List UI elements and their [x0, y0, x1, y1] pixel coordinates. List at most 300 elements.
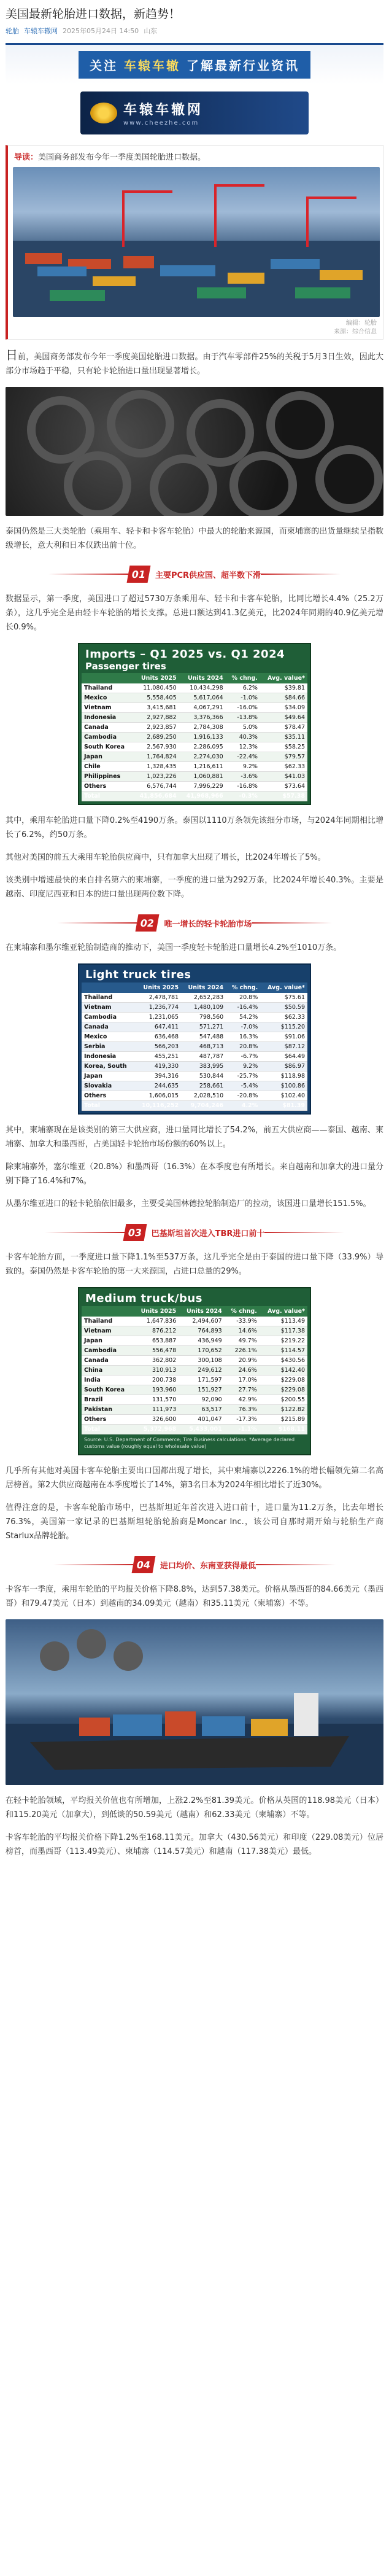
table-cell: 383,995 — [181, 1062, 226, 1072]
table-cell: Korea, South — [82, 1062, 134, 1072]
table-row — [82, 1072, 307, 1081]
table-cell: -6.7% — [226, 1052, 260, 1062]
section-title: 唯一增长的轻卡轮胎市场 — [164, 919, 252, 929]
section-rule-left — [53, 1564, 133, 1565]
table-cell: $84.66 — [260, 693, 307, 703]
follow-banner — [6, 43, 383, 139]
table-row — [82, 1346, 307, 1356]
meta-source[interactable]: 轮胎 — [6, 27, 19, 35]
table-cell: 1,216,611 — [179, 762, 226, 772]
table-subtitle: Passenger tires — [85, 661, 166, 672]
table-cell: 7,996,229 — [179, 782, 226, 792]
car-emblem-icon — [90, 103, 117, 123]
table-cell: 2,923,857 — [133, 723, 179, 733]
section-title: 进口均价、东南亚获得最低 — [160, 1561, 256, 1571]
table-cell: 5.0% — [226, 723, 260, 733]
table-cell: 2,478,781 — [134, 993, 181, 1003]
table-cell: $57.38 — [260, 792, 307, 801]
table-cell: 636,468 — [134, 1032, 181, 1042]
table-cell: 244,635 — [134, 1081, 181, 1091]
table-cell: 1,606,015 — [134, 1091, 181, 1101]
table-cell: 40.3% — [226, 733, 260, 742]
table-cell: Cambodia — [82, 1346, 133, 1356]
table-cell: $430.56 — [260, 1356, 307, 1366]
table-cell: $102.40 — [260, 1091, 307, 1101]
table-cell: Total — [82, 1425, 133, 1434]
table-cell: 111,973 — [133, 1405, 179, 1415]
column-header: Units 2024 — [179, 673, 226, 683]
table-cell: 310,913 — [133, 1366, 179, 1376]
paragraph-6: 该类别中增速最快的来自排名第六的柬埔寨，一季度的进口量为292万条，比2024年增长40.3%。主要是越南、印度尼西亚和日本的进口量出现两位数下降。 — [6, 876, 383, 899]
table-cell: $58.25 — [260, 742, 307, 752]
table-header — [82, 647, 307, 673]
table-cell: 394,316 — [134, 1072, 181, 1081]
table-cell: 10,116,252 — [134, 1101, 181, 1111]
table-cell: $142.40 — [260, 1366, 307, 1376]
paragraph-9: 除柬埔寨外，塞尔维亚（20.8%）和墨西哥（16.3%）在本季度也有所增长。来自越南和加拿大的进口量分别下降了16.4%和7%。 — [6, 1162, 383, 1186]
section-header-01 — [6, 565, 383, 583]
table-cell: -13.8% — [226, 713, 260, 723]
column-header — [82, 1306, 133, 1317]
table-row — [82, 1091, 307, 1101]
table-cell: 530,844 — [181, 1072, 226, 1081]
table-cell: Thailand — [82, 683, 133, 693]
table-cell: Canada — [82, 1356, 133, 1366]
table-cell: Total — [82, 1101, 134, 1111]
article-title: 美国最新轮胎进口数据，新趋势！ — [6, 7, 181, 21]
table-cell: China — [82, 1366, 133, 1376]
table-cell: Brazil — [82, 1395, 133, 1405]
table-cell: $122.82 — [260, 1405, 307, 1415]
table-cell: 131,570 — [133, 1395, 179, 1405]
column-header: % chng. — [226, 673, 260, 683]
table-cell: -7.0% — [226, 1022, 260, 1032]
table-cell: $34.09 — [260, 703, 307, 713]
brand-logo — [80, 91, 309, 134]
table-cell: $114.57 — [260, 1346, 307, 1356]
table-cell: 647,411 — [134, 1022, 181, 1032]
table-cell: Slovakia — [82, 1081, 134, 1091]
table-cell: 547,488 — [181, 1032, 226, 1042]
port-illustration — [13, 167, 380, 317]
passenger-tires-table — [78, 643, 311, 805]
table-row — [82, 733, 307, 742]
table-cell: 226.1% — [225, 1346, 260, 1356]
table-cell: -17.3% — [225, 1415, 260, 1425]
table-cell: Others — [82, 1091, 134, 1101]
paragraph-13: 值得注意的是，卡客车轮胎市场中，巴基斯坦近年首次进入进口前十，进口量为11.2万条，比去年增长76.3%，美国第一家记录的巴基斯坦轮胎轮胎商是Moncar Inc.，该公司自那时期开始与轮胎生产商Starlux品牌轮胎。 — [6, 1503, 383, 1541]
table-cell: 2,028,510 — [181, 1091, 226, 1101]
paragraph-10: 从墨尔维亚进口的轻卡轮胎依旧最多，主要受美国林德拉轮胎制造厂的拉动，该国进口量增长151.5%。 — [6, 1199, 371, 1208]
table-cell: 193,960 — [133, 1385, 179, 1395]
table-cell: Chile — [82, 762, 133, 772]
table-cell: 20.8% — [226, 1042, 260, 1052]
banner-slogan — [79, 51, 310, 79]
table-cell: -5.4% — [226, 1081, 260, 1091]
table-cell: -33.9% — [225, 1317, 260, 1326]
slogan-brand: 车辕车辙 — [124, 58, 180, 73]
table-cell: Serbia — [82, 1042, 134, 1052]
table-cell: 1,060,881 — [179, 772, 226, 782]
table-cell: 468,713 — [181, 1042, 226, 1052]
table-cell: $229.08 — [260, 1376, 307, 1385]
section-rule-right — [256, 1564, 336, 1565]
table-cell: 2,274,030 — [179, 752, 226, 762]
table-row — [82, 1042, 307, 1052]
table-cell: Others — [82, 1415, 133, 1425]
table-cell: 571,271 — [181, 1022, 226, 1032]
table-header — [82, 1291, 307, 1306]
table-cell: 54.2% — [226, 1013, 260, 1022]
table-cell: -0.3% — [226, 792, 260, 801]
table-cell: -16.8% — [226, 782, 260, 792]
table-cell: Japan — [82, 1336, 133, 1346]
paragraph-15: 在轻卡轮胎领域，平均报关价值也有所增加，上涨2.2%至81.39美元。价格从英国的118.98美元（日本）和115.20美元（加拿大），到低谈的50.59美元（越南）和62.33美元（柬埔寨）不等。 — [6, 1796, 383, 1819]
table-row — [82, 1366, 307, 1376]
table-cell: 1,647,836 — [133, 1317, 179, 1326]
table-cell: 2,286,095 — [179, 742, 226, 752]
meta-column[interactable]: 车辕车辙网 — [24, 27, 58, 35]
table-cell: Thailand — [82, 1317, 133, 1326]
table-cell: 2,689,250 — [133, 733, 179, 742]
section-number: 03 — [123, 1224, 147, 1241]
table-row — [82, 1052, 307, 1062]
table-cell: 419,330 — [134, 1062, 181, 1072]
lead-box — [6, 145, 383, 340]
table-cell: 3,415,681 — [133, 703, 179, 713]
table-cell: $86.97 — [260, 1062, 307, 1072]
table-cell: Japan — [82, 1072, 134, 1081]
table-cell: 566,203 — [134, 1042, 181, 1052]
table-cell: 11,080,450 — [133, 683, 179, 693]
table-cell: 10,434,298 — [179, 683, 226, 693]
table-cell: 362,802 — [133, 1356, 179, 1366]
table-total-row — [82, 792, 307, 801]
table-cell: 1,480,109 — [181, 1003, 226, 1013]
table-cell: 258,661 — [181, 1081, 226, 1091]
table-cell: 556,478 — [133, 1346, 179, 1356]
paragraph-11: 卡客车轮胎方面，一季度进口量下降1.1%至537万条，这几乎完全是由于泰国的进口量下降（33.9%）导致的。泰国仍然是卡客车轮胎的第一大来源国，占进口总量的29%。 — [6, 1253, 383, 1276]
table-cell: 170,652 — [179, 1346, 224, 1356]
table-cell: 876,212 — [133, 1326, 179, 1336]
table-row — [82, 782, 307, 792]
table-row — [82, 1326, 307, 1336]
table-cell: Thailand — [82, 993, 134, 1003]
paragraph-7: 在柬埔寨和墨尔维亚轮胎制造商的推动下，美国一季度轻卡轮胎进口量增长4.2%至1010万条。 — [6, 943, 342, 952]
table-cell: South Korea — [82, 1385, 133, 1395]
table-cell: 9,704,246 — [181, 1101, 226, 1111]
table-cell: -3.6% — [226, 772, 260, 782]
table-cell: 2,494,607 — [179, 1317, 224, 1326]
table-cell: 6,576,744 — [133, 782, 179, 792]
table-cell: 17.0% — [225, 1376, 260, 1385]
paragraph-12: 几乎所有其他对美国卡客车轮胎主要出口国都出现了增长，其中柬埔寨以2226.1%的增长幅领先第二名高居榜首。第2大供应商越南在本季度增长了14%，第3名日本为2024年相比增长了近30%。 — [6, 1466, 383, 1490]
table-cell: 2,927,882 — [133, 713, 179, 723]
banner-top — [6, 45, 383, 84]
table-cell: $79.57 — [260, 752, 307, 762]
ship-illustration — [6, 1619, 383, 1785]
tires-image — [6, 387, 383, 516]
table-cell: India — [82, 1376, 133, 1385]
table-cell: Vietnam — [82, 1326, 133, 1336]
table-row — [82, 1022, 307, 1032]
table-cell: $81.39 — [260, 1101, 307, 1111]
table-cell: 12.3% — [226, 742, 260, 752]
paragraph-3: 数据显示，第一季度，美国进口了超过5730万条乘用车、轻卡和卡客车轮胎，比同比增长4.4%（25.2万条），这几乎完全是由轻卡车轮胎的增长支撑。总进口额达到41.3亿美元，比2024年同期的40.9亿美元增长0.9%。 — [6, 594, 383, 632]
table-cell: $113.49 — [260, 1317, 307, 1326]
section-title: 巴基斯坦首次进入TBR进口前十 — [151, 1229, 265, 1239]
table-cell: 14.6% — [225, 1326, 260, 1336]
medium-truck-bus-table — [78, 1287, 311, 1455]
table-cell: $78.47 — [260, 723, 307, 733]
table-row — [82, 1336, 307, 1346]
table-cell: 49.7% — [225, 1336, 260, 1346]
table-cell: $215.89 — [260, 1415, 307, 1425]
table-cell: 1,764,824 — [133, 752, 179, 762]
table-cell: 20.9% — [225, 1356, 260, 1366]
paragraph-5: 其他对美国的前五大乘用车轮胎供应商中，只有加拿大出现了增长，比2024年增长了5%。 — [6, 853, 326, 862]
paragraph-2: 泰国仍然是三大类轮胎（乘用车、轻卡和卡客车轮胎）中最大的轮胎来源国，而柬埔寨的出货量继续呈指数级增长，意大利和日本仅跌出前十位。 — [6, 527, 383, 550]
section-rule-left — [57, 922, 137, 924]
table-cell: $100.86 — [260, 1081, 307, 1091]
table-row — [82, 703, 307, 713]
table-cell: Canada — [82, 1022, 134, 1032]
table-row — [82, 1356, 307, 1366]
table-cell: 171,597 — [179, 1376, 224, 1385]
table-cell: 326,600 — [133, 1415, 179, 1425]
table-row — [82, 1385, 307, 1395]
table-total-row — [82, 1101, 307, 1111]
paragraph-1 — [6, 348, 383, 378]
table-total-row — [82, 1425, 307, 1434]
table-cell: 42.9% — [225, 1395, 260, 1405]
dropcap: 日 — [6, 348, 18, 362]
table-row — [82, 1013, 307, 1022]
table-row — [82, 993, 307, 1003]
table-cell: $91.06 — [260, 1032, 307, 1042]
table-cell: $87.12 — [260, 1042, 307, 1052]
table-cell: 76.3% — [225, 1405, 260, 1415]
table-row — [82, 1376, 307, 1385]
table-cell: 6.2% — [226, 683, 260, 693]
paragraph-1-text: 前，美国商务部发布今年一季度美国轮胎进口数据。由于汽车零部件25%的关税于5月3日生效，因此大部分市场趋于平稳，只有轮卡轮胎进口量出现显著增长。 — [6, 352, 384, 376]
table-cell: 4,067,291 — [179, 703, 226, 713]
section-number: 01 — [126, 566, 150, 583]
lead-text — [8, 146, 383, 167]
table-row — [82, 693, 307, 703]
table-cell: South Korea — [82, 742, 133, 752]
table-cell: 653,887 — [133, 1336, 179, 1346]
table-row — [82, 742, 307, 752]
table-row — [82, 762, 307, 772]
table-row — [82, 1405, 307, 1415]
lead-content: 美国商务部发布今年一季度美国轮胎进口数据。 — [38, 153, 206, 162]
table-row — [82, 1415, 307, 1425]
table-cell: 436,949 — [179, 1336, 224, 1346]
table-cell: Pakistan — [82, 1405, 133, 1415]
table-cell: -16.0% — [226, 703, 260, 713]
credit-source: 来源：综合信息 — [334, 329, 377, 335]
table-row — [82, 1395, 307, 1405]
table-cell: $39.81 — [260, 683, 307, 693]
table-row — [82, 1003, 307, 1013]
column-header: Units 2024 — [179, 1306, 224, 1317]
table-cell: 455,251 — [134, 1052, 181, 1062]
column-header: % chng. — [226, 983, 260, 993]
section-rule-right — [264, 1232, 344, 1233]
table-cell: 2,567,930 — [133, 742, 179, 752]
section-header-03 — [6, 1223, 383, 1242]
table-cell: $62.33 — [260, 1013, 307, 1022]
data-table — [82, 1306, 307, 1434]
table-cell: 1,023,226 — [133, 772, 179, 782]
table-row — [82, 1062, 307, 1072]
table-cell: 3,376,366 — [179, 713, 226, 723]
table-cell: -20.8% — [226, 1091, 260, 1101]
table-cell: $117.38 — [260, 1326, 307, 1336]
data-table — [82, 983, 307, 1111]
table-cell: $168.11 — [260, 1425, 307, 1434]
table-row — [82, 752, 307, 762]
table-cell: 487,787 — [181, 1052, 226, 1062]
table-cell: 798,560 — [181, 1013, 226, 1022]
table-cell: Others — [82, 782, 133, 792]
article-meta — [6, 26, 383, 43]
table-row — [82, 1032, 307, 1042]
table-row — [82, 1317, 307, 1326]
section-number: 04 — [132, 1556, 156, 1573]
column-header: Units 2025 — [133, 1306, 179, 1317]
table-cell: 92,090 — [179, 1395, 224, 1405]
table-cell: $62.33 — [260, 762, 307, 772]
table-cell: $41.03 — [260, 772, 307, 782]
section-rule-left — [48, 574, 128, 575]
column-header — [82, 673, 133, 683]
table-cell: 5,372,968 — [133, 1425, 179, 1434]
table-title: Medium truck/bus — [85, 1292, 202, 1305]
column-header: Avg. value* — [260, 1306, 307, 1317]
table-cell: 27.7% — [225, 1385, 260, 1395]
table-cell: 1,328,435 — [133, 762, 179, 772]
section-rule-right — [252, 922, 332, 924]
table-cell: 1,236,774 — [134, 1003, 181, 1013]
table-cell: Japan — [82, 752, 133, 762]
table-cell: 4.2% — [226, 1101, 260, 1111]
table-cell: $118.98 — [260, 1072, 307, 1081]
table-cell: Indonesia — [82, 1052, 134, 1062]
cargo-ship-image — [6, 1619, 383, 1785]
paragraph-14: 卡客车一季度，乘用车轮胎的平均报关价格下降8.8%，达到57.38美元。价格从墨西哥的84.66美元（墨西哥）和79.47美元（日本）到越南的34.09美元（越南）和35.11美元（柬埔寨）不等。 — [6, 1585, 383, 1608]
table-cell: 41,968,966 — [179, 792, 226, 801]
table-header — [82, 967, 307, 983]
table-cell: $115.20 — [260, 1022, 307, 1032]
table-cell: 151,927 — [179, 1385, 224, 1395]
table-cell: $49.64 — [260, 713, 307, 723]
slogan-prefix: 关注 — [90, 58, 118, 73]
section-header-02 — [6, 914, 383, 932]
table-cell: 764,893 — [179, 1326, 224, 1336]
table-cell: -1.0% — [226, 693, 260, 703]
table-cell: 24.6% — [225, 1366, 260, 1376]
column-header: Units 2024 — [181, 983, 226, 993]
section-rule-right — [261, 574, 341, 575]
table-cell: 5,558,405 — [133, 693, 179, 703]
table-cell: 16.3% — [226, 1032, 260, 1042]
logo-text: 车辕车辙网 — [123, 103, 204, 118]
table-cell: -22.4% — [226, 752, 260, 762]
table-row — [82, 723, 307, 733]
table-cell: -25.7% — [226, 1072, 260, 1081]
table-row — [82, 772, 307, 782]
table-cell: Mexico — [82, 693, 133, 703]
tires-illustration — [6, 387, 383, 516]
column-header: Avg. value* — [260, 983, 307, 993]
column-header: % chng. — [225, 1306, 260, 1317]
table-cell: $73.64 — [260, 782, 307, 792]
slogan-suffix: 了解最新行业资讯 — [186, 58, 299, 73]
table-cell: $200.55 — [260, 1395, 307, 1405]
table-cell: 1,231,065 — [134, 1013, 181, 1022]
table-cell: Mexico — [82, 1032, 134, 1042]
section-title: 主要PCR供应国、超半数下滑 — [155, 570, 261, 580]
table-cell: -16.4% — [226, 1003, 260, 1013]
column-header: Units 2025 — [133, 673, 179, 683]
table-cell: 249,612 — [179, 1366, 224, 1376]
table-cell: 200,738 — [133, 1376, 179, 1385]
photo-credit — [8, 317, 383, 339]
table-title: Light truck tires — [85, 968, 191, 981]
section-number: 02 — [136, 914, 160, 932]
lead-label: 导读： — [14, 153, 39, 162]
table-cell: Canada — [82, 723, 133, 733]
table-cell: Total — [82, 792, 133, 801]
section-rule-left — [45, 1232, 125, 1233]
column-header: Units 2025 — [134, 983, 181, 993]
table-cell: 5,433,001 — [179, 1425, 224, 1434]
table-row — [82, 713, 307, 723]
table-cell: 41,856,684 — [133, 792, 179, 801]
table-cell: 5,617,064 — [179, 693, 226, 703]
table-cell: $35.11 — [260, 733, 307, 742]
paragraph-4: 其中，乘用车轮胎进口量下降0.2%至4190万条。泰国以1110万条领先该细分市场，与2024年同期相比增长了6.2%，约50万条。 — [6, 816, 383, 839]
table-cell: $75.61 — [260, 993, 307, 1003]
table-cell: Vietnam — [82, 1003, 134, 1013]
table-cell: Indonesia — [82, 713, 133, 723]
table-cell: $219.22 — [260, 1336, 307, 1346]
table-cell: Philippines — [82, 772, 133, 782]
column-header: Avg. value* — [260, 673, 307, 683]
table-cell: Cambodia — [82, 733, 133, 742]
table-cell: 401,047 — [179, 1415, 224, 1425]
table-cell: $229.08 — [260, 1385, 307, 1395]
table-cell: 1,916,133 — [179, 733, 226, 742]
table-row — [82, 1081, 307, 1091]
table-cell: 9.2% — [226, 1062, 260, 1072]
table-footnote: Source: U.S. Department of Commerce; Tire Business calculations. *Average declared customs value (roughly equal to wholesale value) — [84, 1437, 295, 1449]
table-cell: Vietnam — [82, 703, 133, 713]
section-header-04 — [6, 1555, 383, 1574]
paragraph-16: 卡客车轮胎的平均报关价格下降1.2%至168.11美元。加拿大（430.56美元）和印度（229.08美元）位居榜首，而墨西哥（113.49美元）、柬埔寨（114.57美元）和越南（117.38美元）最低。 — [6, 1833, 383, 1856]
column-header — [82, 983, 134, 993]
light-truck-tires-table — [78, 963, 311, 1115]
table-cell: -1.1% — [225, 1425, 260, 1434]
table-cell: 63,517 — [179, 1405, 224, 1415]
table-cell: 9.2% — [226, 762, 260, 772]
port-containers-image — [13, 167, 380, 317]
table-cell: 20.8% — [226, 993, 260, 1003]
table-cell: 300,108 — [179, 1356, 224, 1366]
meta-location: 山东 — [144, 27, 158, 35]
